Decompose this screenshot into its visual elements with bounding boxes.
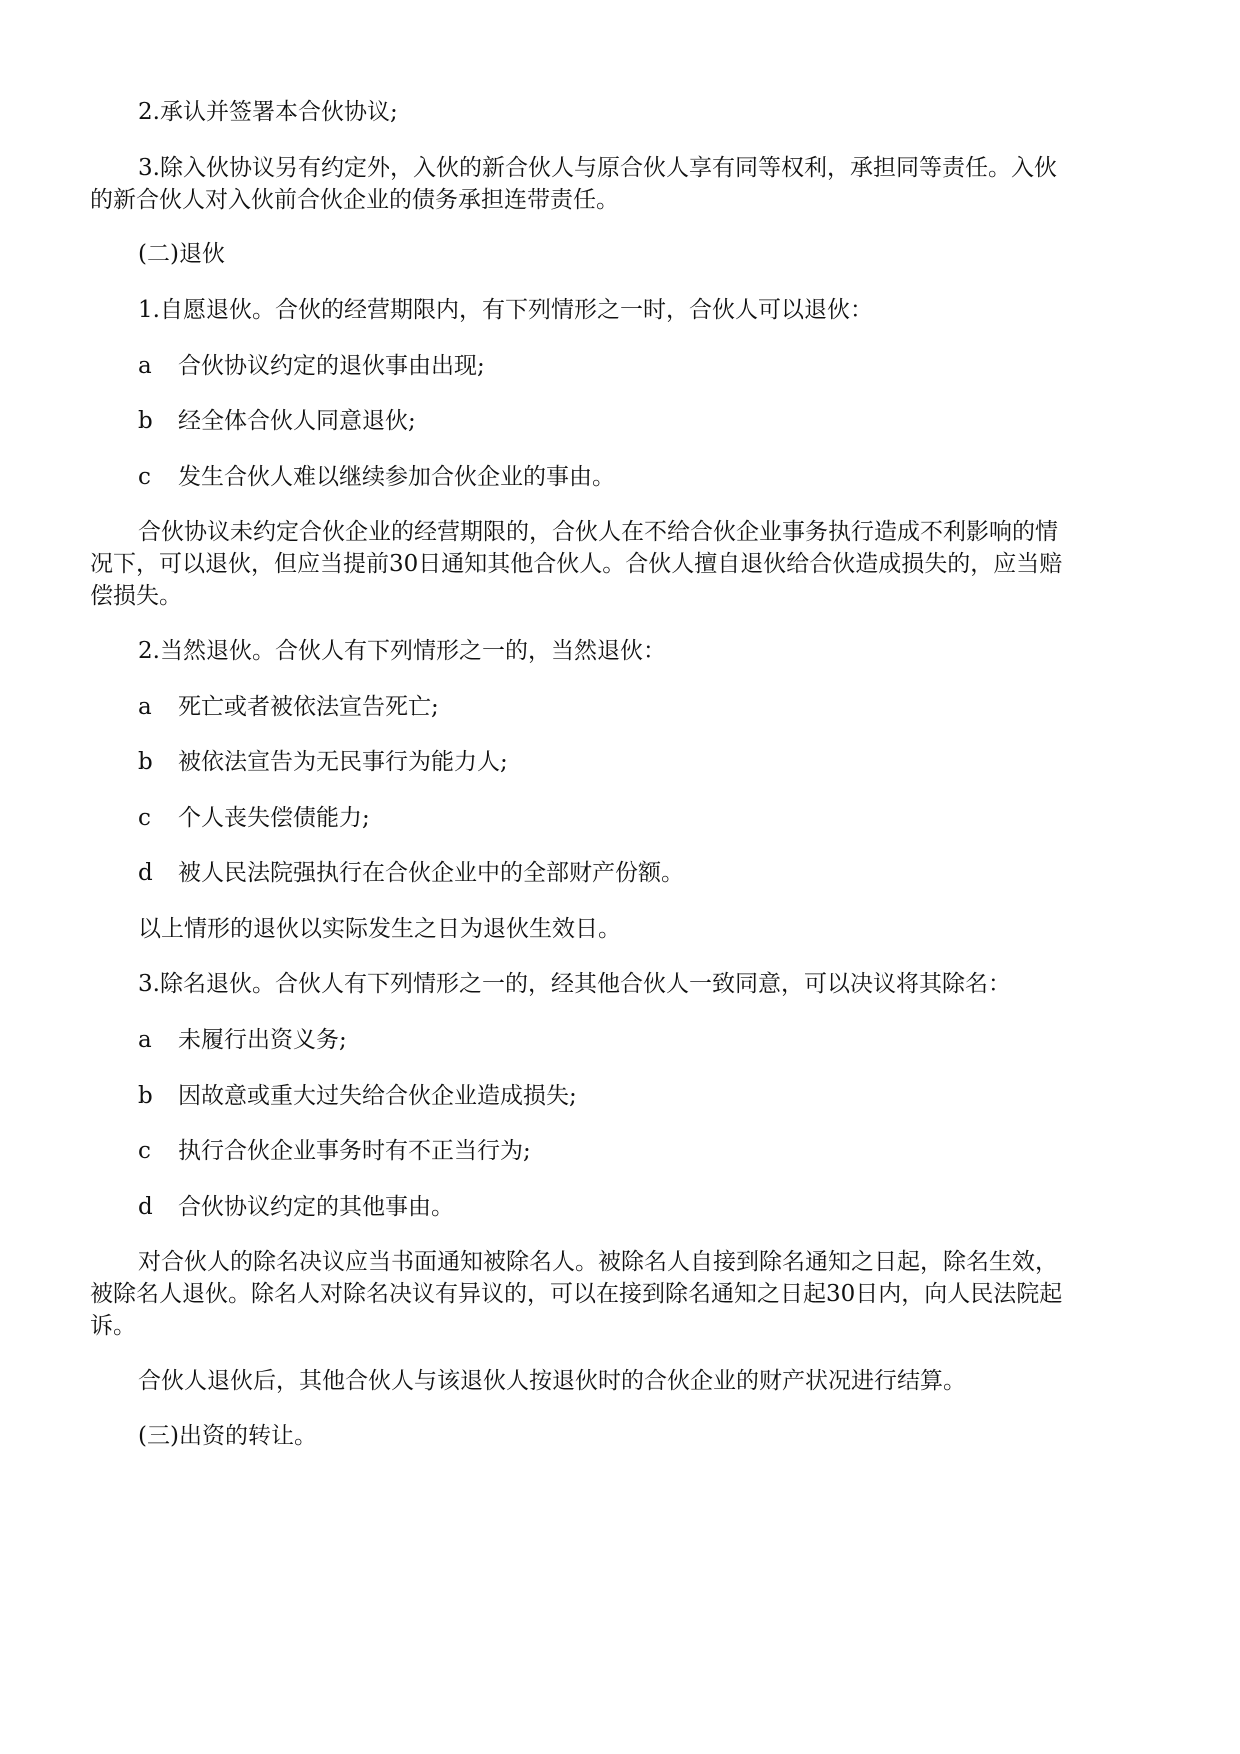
list-item xyxy=(138,802,1152,834)
list-item-text: 未履行出资义务; xyxy=(178,1027,347,1053)
list-item xyxy=(138,857,1152,889)
list-item-text: 因故意或重大过失给合伙企业造成损失; xyxy=(178,1083,577,1109)
list-item-mark: b xyxy=(138,1083,153,1109)
list-item-text: 被依法宣告为无民事行为能力人; xyxy=(178,749,508,775)
clause-1-voluntary-withdrawal: 1.自愿退伙。合伙的经营期限内，有下列情形之一时，合伙人可以退伙： xyxy=(138,297,873,323)
paragraph-expulsion-notice-line-2: 被除名人退伙。除名人对除名决议有异议的，可以在接到除名通知之日起30日内，向人民法院起 xyxy=(90,1281,1063,1307)
list-item-text: 经全体合伙人同意退伙; xyxy=(178,408,416,434)
list-item xyxy=(138,1191,1152,1223)
list-item xyxy=(138,461,1152,493)
list-item xyxy=(138,350,1152,382)
list-item-text: 个人丧失偿债能力; xyxy=(178,805,370,831)
clause-2-sign-agreement: 2.承认并签署本合伙协议; xyxy=(138,99,398,125)
list-item-mark: c xyxy=(138,464,151,490)
list-item-mark: a xyxy=(138,353,152,379)
list-item-mark: d xyxy=(138,860,153,886)
list-item-text: 执行合伙企业事务时有不正当行为; xyxy=(178,1138,531,1164)
list-item xyxy=(138,1024,1152,1056)
paragraph-expulsion-notice-line-1: 对合伙人的除名决议应当书面通知被除名人。被除名人自接到除名通知之日起，除名生效， xyxy=(138,1249,1058,1275)
list-item-text: 合伙协议约定的退伙事由出现; xyxy=(178,353,485,379)
list-item-mark: a xyxy=(138,694,152,720)
list-item-mark: b xyxy=(138,749,153,775)
list-item xyxy=(138,1080,1152,1112)
list-item-mark: b xyxy=(138,408,153,434)
paragraph-no-term-line-2: 况下，可以退伙，但应当提前30日通知其他合伙人。合伙人擅自退伙给合伙造成损失的，应当赔 xyxy=(90,551,1063,577)
list-item-text: 被人民法院强执行在合伙企业中的全部财产份额。 xyxy=(178,860,684,886)
section-heading-withdrawal: (二)退伙 xyxy=(138,241,225,267)
list-item xyxy=(138,1135,1152,1167)
list-item-mark: d xyxy=(138,1194,153,1220)
list-item xyxy=(138,405,1152,437)
list-item-mark: c xyxy=(138,805,151,831)
paragraph-effective-date: 以上情形的退伙以实际发生之日为退伙生效日。 xyxy=(138,916,621,942)
list-item-mark: c xyxy=(138,1138,151,1164)
paragraph-expulsion-notice-line-3: 诉。 xyxy=(90,1313,136,1339)
section-heading-capital-transfer: (三)出资的转让。 xyxy=(138,1423,317,1449)
list-item-text: 合伙协议约定的其他事由。 xyxy=(178,1194,454,1220)
clause-3-equal-rights-line-1: 3.除入伙协议另有约定外，入伙的新合伙人与原合伙人享有同等权利，承担同等责任。入伙 xyxy=(138,155,1057,181)
clause-2-automatic-withdrawal: 2.当然退伙。合伙人有下列情形之一的，当然退伙： xyxy=(138,638,666,664)
clause-3-expulsion: 3.除名退伙。合伙人有下列情形之一的，经其他合伙人一致同意，可以决议将其除名： xyxy=(138,971,1011,997)
paragraph-no-term-line-3: 偿损失。 xyxy=(90,583,182,609)
list-item xyxy=(138,691,1152,723)
clause-3-equal-rights-line-2: 的新合伙人对入伙前合伙企业的债务承担连带责任。 xyxy=(90,187,619,213)
list-item-text: 死亡或者被依法宣告死亡; xyxy=(178,694,439,720)
list-item-text: 发生合伙人难以继续参加合伙企业的事由。 xyxy=(178,464,615,490)
paragraph-settlement: 合伙人退伙后，其他合伙人与该退伙人按退伙时的合伙企业的财产状况进行结算。 xyxy=(138,1368,966,1394)
list-item-mark: a xyxy=(138,1027,152,1053)
paragraph-no-term-line-1: 合伙协议未约定合伙企业的经营期限的，合伙人在不给合伙企业事务执行造成不利影响的情 xyxy=(138,519,1058,545)
list-item xyxy=(138,746,1152,778)
